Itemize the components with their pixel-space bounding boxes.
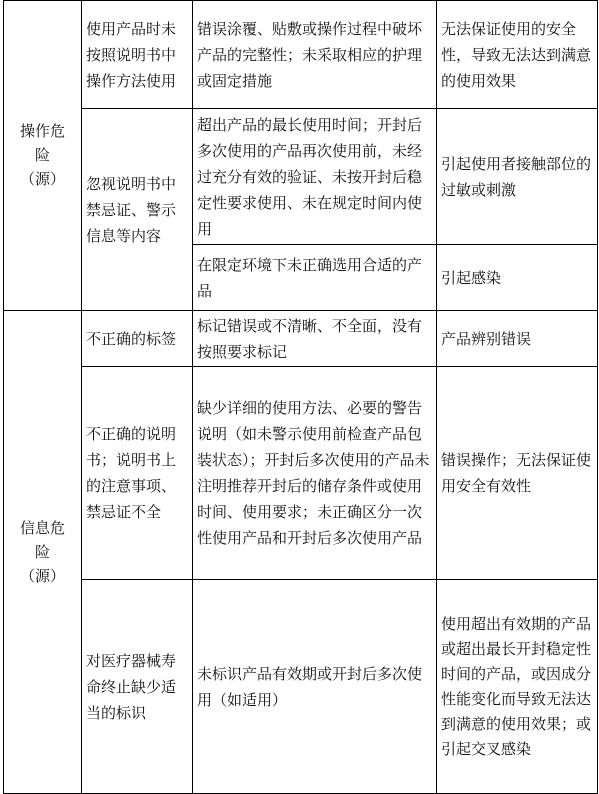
hazard-source-cell: 使用产品时未按照说明书中操作方法使用 <box>82 1 193 109</box>
hazard-source-cell: 不正确的说明书；说明书上的注意事项、禁忌证不全 <box>82 367 193 580</box>
hazard-table <box>3 0 598 794</box>
hazard-source-cell: 不正确的标签 <box>82 311 193 367</box>
circumstance-cell: 超出产品的最长使用时间；开封后多次使用的产品再次使用前，未经过充分有效的验证、未按开封后稳定性要求使用、未在规定时间内使用 <box>193 109 437 245</box>
table-row <box>4 367 598 580</box>
category-cell-information <box>4 311 82 794</box>
category-label: 操作危险（源） <box>19 122 65 188</box>
consequence-cell: 引起感染 <box>437 245 598 311</box>
circumstance-cell: 缺少详细的使用方法、必要的警告说明（如未警示使用前检查产品包装状态）；开封后多次使用的产品未注明推荐开封后的储存条件或使用时间、使用要求；未正确区分一次性使用产品和开封后多次使用产品 <box>193 367 437 580</box>
table-row <box>4 311 598 367</box>
consequence-cell: 引起使用者接触部位的过敏或刺激 <box>437 109 598 245</box>
table-row <box>4 109 598 245</box>
circumstance-cell: 未标识产品有效期或开封后多次使用（如适用） <box>193 580 437 794</box>
table-row <box>4 1 598 109</box>
consequence-cell: 无法保证使用的安全性，导致无法达到满意的使用效果 <box>437 1 598 109</box>
table-row <box>4 580 598 794</box>
circumstance-cell: 标记错误或不清晰、不全面，没有按照要求标记 <box>193 311 437 367</box>
consequence-cell: 错误操作；无法保证使用安全有效性 <box>437 367 598 580</box>
category-label: 信息危险（源） <box>19 518 65 585</box>
circumstance-cell: 在限定环境下未正确选用合适的产品 <box>193 245 437 311</box>
consequence-cell: 产品辨别错误 <box>437 311 598 367</box>
circumstance-cell: 错误涂覆、贴敷或操作过程中破坏产品的完整性；未采取相应的护理或固定措施 <box>193 1 437 109</box>
hazard-source-cell: 忽视说明书中禁忌证、警示信息等内容 <box>82 109 193 311</box>
category-cell-operation <box>4 1 82 311</box>
consequence-cell: 使用超出有效期的产品或超出最长开封稳定性时间的产品，或因成分性能变化而导致无法达到满意的使用效果；或引起交叉感染 <box>437 580 598 794</box>
hazard-source-cell: 对医疗器械寿命终止缺少适当的标识 <box>82 580 193 794</box>
